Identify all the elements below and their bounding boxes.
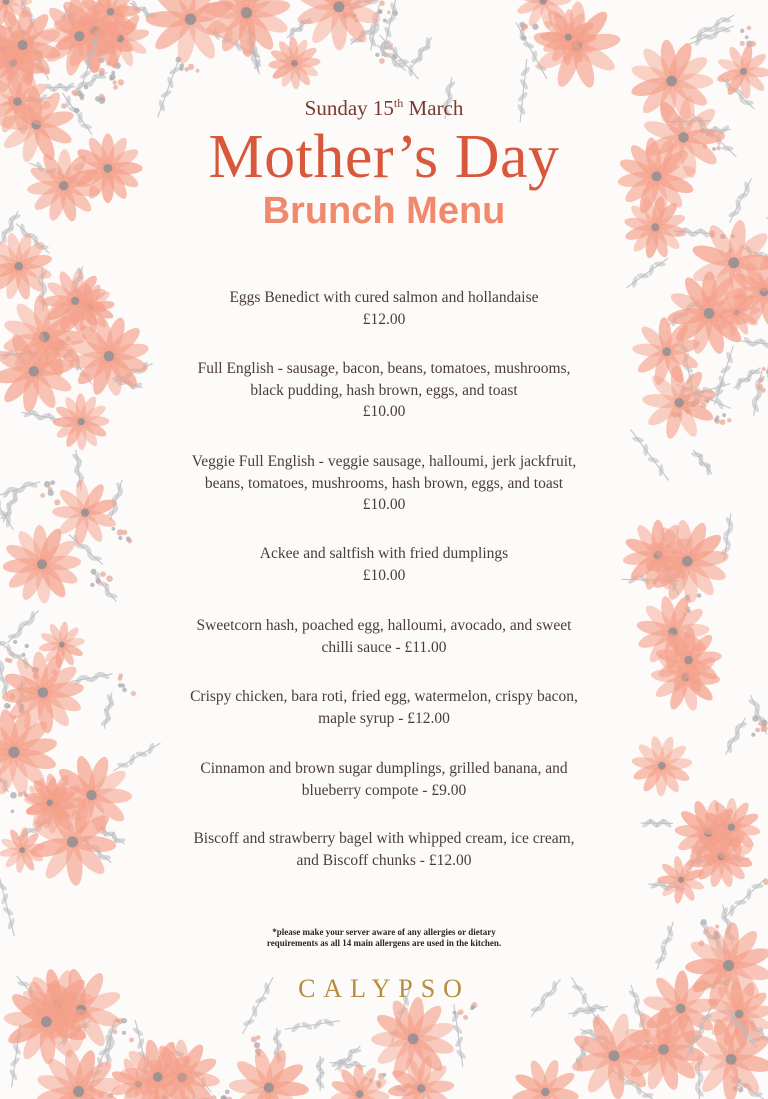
- menu-item-line: Biscoff and strawberry bagel with whipped cream, ice cream,: [193, 830, 575, 847]
- menu-item-price: £12.00: [362, 310, 406, 328]
- page-subtitle: Brunch Menu: [262, 190, 506, 232]
- menu-item-price: £10.00: [362, 403, 406, 420]
- menu-item-price: £10.00: [362, 566, 406, 584]
- menu-item-sweetcorn-hash: [0, 615, 768, 658]
- menu-item-line: black pudding, hash brown, eggs, and toast: [250, 381, 518, 399]
- menu-item-price: chilli sauce - £11.00: [321, 638, 447, 656]
- menu-item-ackee-saltfish: [0, 543, 768, 586]
- allergy-notice-line: requirements as all 14 main allergens are used in the kitchen.: [266, 938, 502, 948]
- menu-item-veggie-full-english: [0, 451, 768, 516]
- allergy-notice-line: *please make your server aware of any allergies or dietary: [272, 927, 496, 937]
- menu-item-crispy-chicken: [0, 686, 768, 729]
- page-title: Mother’s Day: [208, 123, 560, 191]
- menu-item-line: Veggie Full English - veggie sausage, halloumi, jerk jackfruit,: [191, 453, 577, 470]
- date-day: Sunday 15: [304, 96, 394, 120]
- event-date: [0, 96, 768, 121]
- menu-item-biscoff-bagel: [0, 828, 768, 871]
- menu-item-cinnamon-dumplings: [0, 758, 768, 801]
- menu-item-price: blueberry compote - £9.00: [301, 781, 467, 799]
- menu-item-line: beans, tomatoes, mushrooms, hash brown, eggs, and toast: [204, 474, 564, 492]
- menu-item-line: Eggs Benedict with cured salmon and hollandaise: [229, 289, 539, 306]
- menu-item-line: Sweetcorn hash, poached egg, halloumi, avocado, and sweet: [196, 617, 572, 634]
- brand-logo-text: CALYPSO: [298, 974, 470, 1003]
- allergy-notice: [0, 927, 768, 949]
- date-month: March: [408, 96, 464, 120]
- date-ordinal: th: [393, 96, 404, 110]
- menu-item-line: Full English - sausage, bacon, beans, tomatoes, mushrooms,: [197, 360, 571, 377]
- menu-item-price: and Biscoff chunks - £12.00: [296, 851, 472, 869]
- menu-item-price: maple syrup - £12.00: [318, 709, 450, 727]
- menu-item-line: Ackee and saltfish with fried dumplings: [259, 545, 509, 562]
- menu-item-eggs-benedict: [0, 287, 768, 330]
- menu-item-price: £10.00: [362, 496, 406, 513]
- menu-item-line: Crispy chicken, bara roti, fried egg, watermelon, crispy bacon,: [190, 688, 578, 705]
- menu-item-line: Cinnamon and brown sugar dumplings, grilled banana, and: [200, 760, 568, 777]
- menu-item-full-english: [0, 358, 768, 423]
